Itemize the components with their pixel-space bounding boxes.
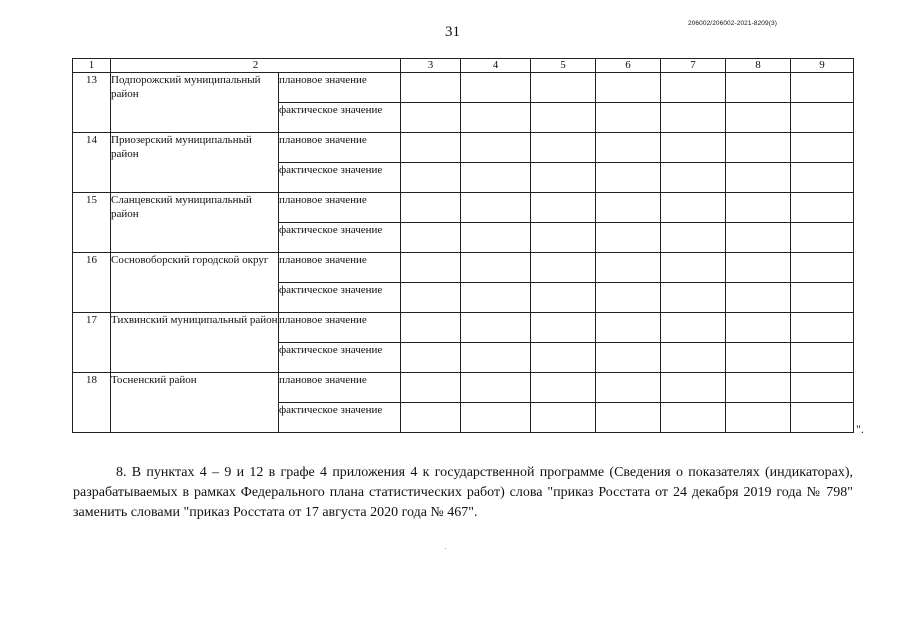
value-cell — [791, 313, 854, 343]
value-cell — [791, 253, 854, 283]
value-cell — [401, 373, 461, 403]
value-cell — [726, 133, 791, 163]
value-cell — [726, 193, 791, 223]
value-cell — [791, 73, 854, 103]
value-cell — [401, 223, 461, 253]
value-cell — [401, 73, 461, 103]
value-cell — [661, 73, 726, 103]
value-cell — [531, 253, 596, 283]
value-cell — [661, 103, 726, 133]
table-row — [73, 253, 854, 283]
value-cell — [726, 373, 791, 403]
actual-value-label: фактическое значение — [279, 403, 401, 433]
row-number: 18 — [73, 373, 111, 433]
value-cell — [401, 163, 461, 193]
value-cell — [791, 343, 854, 373]
column-header: 4 — [461, 59, 531, 73]
value-cell — [661, 373, 726, 403]
table-row — [73, 373, 854, 403]
planned-value-label: плановое значение — [279, 133, 401, 163]
value-cell — [661, 223, 726, 253]
document-code: 206002/206002-2021-8209(3) — [688, 20, 777, 27]
value-cell — [726, 163, 791, 193]
value-cell — [401, 253, 461, 283]
value-cell — [461, 163, 531, 193]
column-header: 6 — [596, 59, 661, 73]
actual-value-label: фактическое значение — [279, 223, 401, 253]
column-header: 2 — [111, 59, 401, 73]
table-row — [73, 313, 854, 343]
value-cell — [726, 103, 791, 133]
value-cell — [401, 133, 461, 163]
table-row — [73, 133, 854, 163]
value-cell — [596, 253, 661, 283]
value-cell — [461, 343, 531, 373]
actual-value-label: фактическое значение — [279, 343, 401, 373]
value-cell — [461, 193, 531, 223]
value-cell — [791, 373, 854, 403]
value-cell — [661, 283, 726, 313]
page-number: 31 — [445, 24, 460, 40]
column-header: 9 — [791, 59, 854, 73]
actual-value-label: фактическое значение — [279, 103, 401, 133]
value-cell — [461, 313, 531, 343]
value-cell — [531, 103, 596, 133]
value-cell — [596, 133, 661, 163]
value-cell — [401, 403, 461, 433]
value-cell — [531, 373, 596, 403]
value-cell — [726, 73, 791, 103]
value-cell — [791, 193, 854, 223]
value-cell — [596, 283, 661, 313]
value-cell — [461, 373, 531, 403]
amendment-paragraph: 8. В пунктах 4 – 9 и 12 в графе 4 приложения 4 к государственной программе (Сведения о показателях (индикаторах), разрабатываемых в рамках Федерального плана статистических работ) слова "приказ Росстата от 24 декабря 2019 года № 798" заменить словами "приказ Росстата от 17 августа 2020 года № 467". — [73, 465, 853, 520]
value-cell — [596, 313, 661, 343]
planned-value-label: плановое значение — [279, 193, 401, 223]
row-number: 14 — [73, 133, 111, 193]
value-cell — [661, 343, 726, 373]
value-cell — [596, 73, 661, 103]
district-name: Приозерский муниципальный район — [111, 133, 279, 193]
value-cell — [661, 163, 726, 193]
value-cell — [791, 223, 854, 253]
value-cell — [726, 343, 791, 373]
planned-value-label: плановое значение — [279, 373, 401, 403]
value-cell — [461, 403, 531, 433]
planned-value-label: плановое значение — [279, 253, 401, 283]
column-header: 3 — [401, 59, 461, 73]
district-name: Сланцевский муниципальный район — [111, 193, 279, 253]
indicators-table — [72, 58, 854, 433]
value-cell — [791, 163, 854, 193]
value-cell — [461, 223, 531, 253]
district-name: Подпорожский муниципальный район — [111, 73, 279, 133]
value-cell — [401, 343, 461, 373]
value-cell — [596, 223, 661, 253]
value-cell — [531, 313, 596, 343]
district-name: Сосновоборский городской округ — [111, 253, 279, 313]
row-number: 17 — [73, 313, 111, 373]
value-cell — [531, 403, 596, 433]
value-cell — [661, 403, 726, 433]
value-cell — [461, 283, 531, 313]
value-cell — [596, 103, 661, 133]
value-cell — [726, 223, 791, 253]
planned-value-label: плановое значение — [279, 313, 401, 343]
column-header: 5 — [531, 59, 596, 73]
value-cell — [596, 403, 661, 433]
column-header: 7 — [661, 59, 726, 73]
row-number: 16 — [73, 253, 111, 313]
value-cell — [401, 283, 461, 313]
value-cell — [726, 253, 791, 283]
value-cell — [596, 343, 661, 373]
value-cell — [401, 103, 461, 133]
value-cell — [531, 193, 596, 223]
value-cell — [596, 373, 661, 403]
closing-quote: ". — [856, 422, 864, 436]
value-cell — [401, 313, 461, 343]
value-cell — [726, 283, 791, 313]
column-header: 8 — [726, 59, 791, 73]
value-cell — [461, 73, 531, 103]
value-cell — [531, 283, 596, 313]
district-name: Тихвинский муниципальный район — [111, 313, 279, 373]
row-number: 15 — [73, 193, 111, 253]
value-cell — [791, 133, 854, 163]
actual-value-label: фактическое значение — [279, 283, 401, 313]
row-number: 13 — [73, 73, 111, 133]
value-cell — [726, 403, 791, 433]
value-cell — [661, 313, 726, 343]
scan-artifact — [445, 548, 446, 549]
table-row — [73, 73, 854, 103]
table-row — [73, 193, 854, 223]
value-cell — [791, 103, 854, 133]
value-cell — [661, 253, 726, 283]
value-cell — [791, 283, 854, 313]
value-cell — [726, 313, 791, 343]
value-cell — [531, 133, 596, 163]
value-cell — [661, 133, 726, 163]
value-cell — [531, 223, 596, 253]
column-header: 1 — [73, 59, 111, 73]
value-cell — [596, 163, 661, 193]
planned-value-label: плановое значение — [279, 73, 401, 103]
value-cell — [461, 103, 531, 133]
value-cell — [461, 133, 531, 163]
value-cell — [401, 193, 461, 223]
district-name: Тосненский район — [111, 373, 279, 433]
value-cell — [791, 403, 854, 433]
value-cell — [596, 193, 661, 223]
value-cell — [661, 193, 726, 223]
table-header-row — [73, 59, 854, 73]
value-cell — [531, 343, 596, 373]
value-cell — [461, 253, 531, 283]
actual-value-label: фактическое значение — [279, 163, 401, 193]
value-cell — [531, 163, 596, 193]
value-cell — [531, 73, 596, 103]
